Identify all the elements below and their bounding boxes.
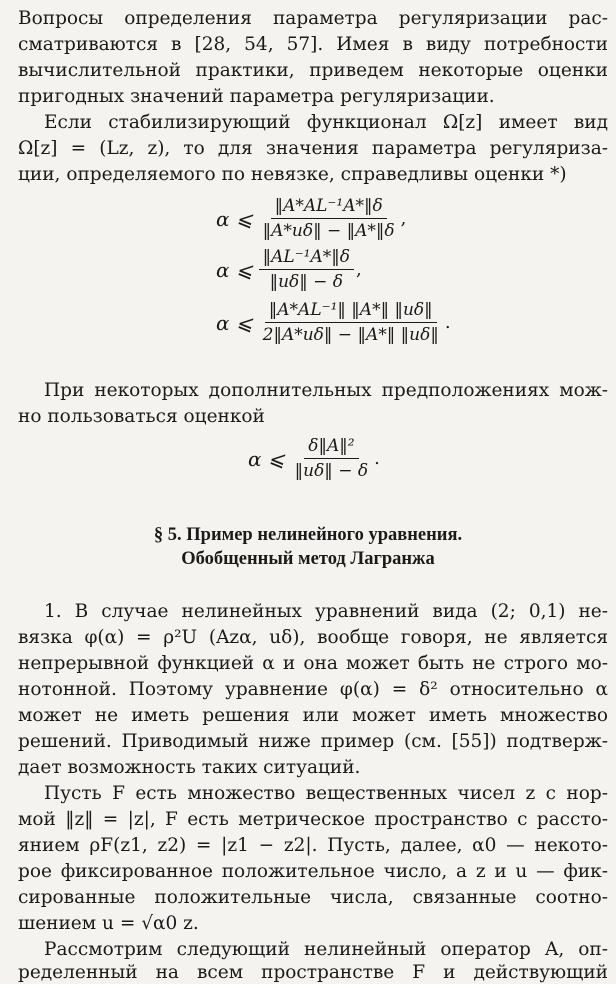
numerator: ‖AL⁻¹A*‖δ [259,247,354,270]
formula-lhs: α ⩽ [216,257,253,282]
text-line: сированные положительные числа, связанные соотно- [18,887,608,908]
text-line: непрерывной функцией α и она может быть не строго мо- [18,653,608,674]
text-line: Вопросы определения параметра регуляризации рас- [18,8,608,29]
numerator: δ‖A‖² [304,436,358,459]
punctuation: , [400,208,407,229]
text-line: ределенный на всем пространстве F и действующий [18,962,608,983]
text-line: решений. Приводимый ниже пример (см. [55]) подтверж- [18,731,608,752]
text-line: Ω[z] = (Lz, z), то для значения параметра регуляриза- [18,138,608,159]
text-line: нотонной. Поэтому уравнение φ(α) = δ² относительно α [18,679,608,700]
fraction [259,196,399,241]
fraction [259,247,354,292]
fraction [259,300,443,345]
formula-estimate-1 [216,196,406,241]
text-line: При некоторых дополнительных предположениях мож- [44,380,608,401]
text-line: янием ρF(z1, z2) = |z1 − z2|. Пусть, далее, α0 — некото- [18,835,608,856]
punctuation: . [444,312,451,333]
text-line: пригодных значений параметра регуляризации. [18,86,495,107]
text-line: Пусть F есть множество вещественных чисел z с нор- [44,783,608,804]
denominator: 2‖A*uδ‖ − ‖A*‖ ‖uδ‖ [262,325,439,345]
punctuation: , [356,259,362,280]
text-line: дает возможность таких ситуаций. [18,757,361,778]
section-heading: § 5. Пример нелинейного уравнения. [153,525,463,545]
text-line: 1. В случае нелинейных уравнений вида (2; 0,1) не- [44,601,608,622]
numerator: ‖A*AL⁻¹A*‖δ [271,196,387,219]
numerator: ‖A*AL⁻¹‖ ‖A*‖ ‖uδ‖ [265,300,437,323]
fraction [291,436,372,481]
text-line: Рассмотрим следующий нелинейный оператор A, оп- [44,939,608,960]
text-line: вязка φ(α) = ρ²U (Azα, uδ), вообще говоря, не является [18,627,608,648]
formula-estimate-3 [216,300,451,345]
formula-estimate-2 [216,247,362,292]
text-line: но пользоваться оценкой [18,406,265,427]
denominator: ‖uδ‖ − δ [294,461,369,481]
formula-lhs: α ⩽ [216,206,253,231]
text-line: сматриваются в [28, 54, 57]. Имея в виду потребности [18,34,608,55]
text-line: мой ‖z‖ = |z|, F есть метрическое пространство с рассто- [18,809,608,830]
section-subheading: Обобщенный метод Лагранжа [181,549,435,569]
denominator: ‖A*uδ‖ − ‖A*‖δ [262,221,395,241]
denominator: ‖uδ‖ − δ [269,272,344,292]
text-line: шением u = √α0 z. [18,913,199,934]
punctuation: . [374,448,380,469]
text-line: ции, определяемого по невязке, справедливы оценки *) [18,164,567,185]
formula-lhs: α ⩽ [216,310,253,335]
formula-lhs: α ⩽ [248,446,285,471]
text-line: рое фиксированное положительное число, а z и u — фик- [18,861,608,882]
text-line: Если стабилизирующий функционал Ω[z] имеет вид [44,112,608,133]
text-line: может не иметь решения или может иметь множество [18,705,608,726]
formula-estimate-4 [248,436,380,481]
text-line: вычислительной практики, приведем некоторые оценки [18,60,608,81]
